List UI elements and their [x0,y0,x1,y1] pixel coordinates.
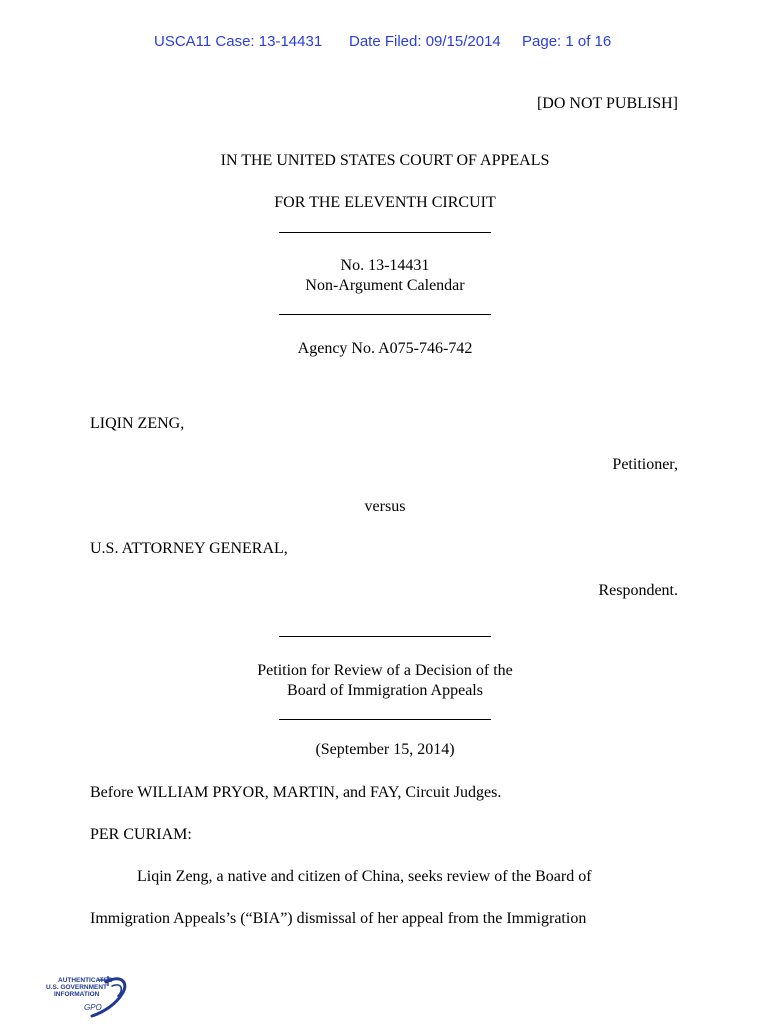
calendar-type: Non-Argument Calendar [305,277,465,294]
panel-judges: Before WILLIAM PRYOR, MARTIN, and FAY, Circuit Judges. [90,784,502,801]
gpo-authenticated-logo [38,972,132,1020]
logo-text-line3: INFORMATION [54,991,100,998]
respondent-name: U.S. ATTORNEY GENERAL, [90,540,288,557]
logo-text-line4: GPO [84,1003,102,1012]
logo-text-line2: U.S. GOVERNMENT [46,984,108,991]
case-number-header: USCA11 Case: 13-14431 [154,33,323,50]
agency-number: Agency No. A075-746-742 [297,340,473,357]
date-filed-header: Date Filed: 09/15/2014 [349,33,501,50]
case-number: No. 13-14431 [340,257,430,274]
body-line1: Liqin Zeng, a native and citizen of China, seeks review of the Board of [137,868,592,885]
decision-date: (September 15, 2014) [315,741,455,758]
divider-2 [279,314,491,315]
per-curiam-heading: PER CURIAM: [90,826,192,843]
versus-label: versus [364,498,406,515]
petition-line1: Petition for Review of a Decision of the [257,662,513,679]
petitioner-role: Petitioner, [612,456,678,473]
page-count-header: Page: 1 of 16 [522,33,612,50]
divider-4 [279,719,491,720]
petitioner-name: LIQIN ZENG, [90,415,185,432]
body-line2: Immigration Appeals’s (“BIA”) dismissal of her appeal from the Immigration [90,910,587,927]
divider-1 [279,232,491,233]
petition-line2: Board of Immigration Appeals [287,682,483,699]
respondent-role: Respondent. [598,582,678,599]
do-not-publish-label: [DO NOT PUBLISH] [536,95,678,112]
court-name-line1: IN THE UNITED STATES COURT OF APPEALS [220,152,550,169]
court-name-line2: FOR THE ELEVENTH CIRCUIT [274,194,496,211]
logo-text-line1: AUTHENTICATED [58,977,113,984]
divider-3 [279,636,491,637]
